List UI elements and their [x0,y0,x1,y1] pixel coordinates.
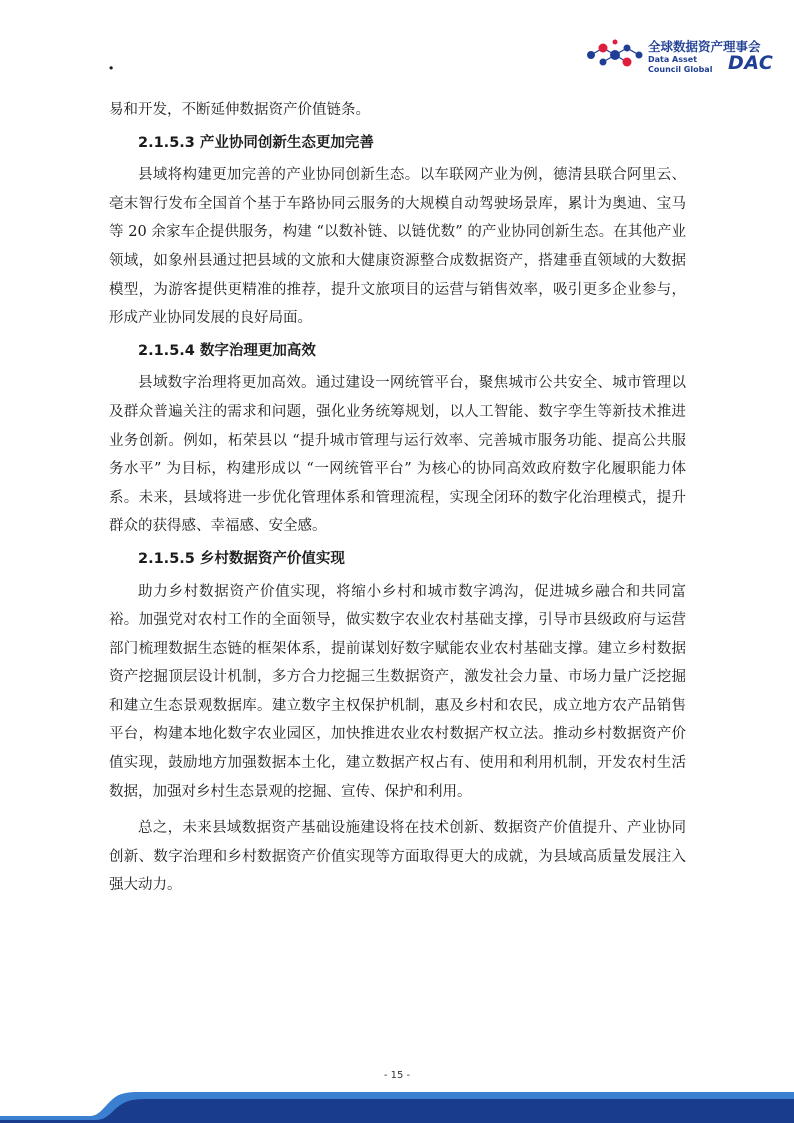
paragraph-digital-governance: 县域数字治理将更加高效。通过建设一网统管平台，聚焦城市公共安全、城市管理以及群众普遍关注的需求和问题，强化业务统筹规划，以人工智能、数字孪生等新技术推进业务创新。例如，柘荣县以 “提升城市管理与运行效率、完善城市服务功能、提高公共服务水平” 为目标，构建形成以 “一网统管平台” 为核心的协同高效政府数字化履职能力体系。未来，县域将进一步优化管理体系和管理流程，实现全闭环的数字化治理模式，提升群众的获得感、幸福感、安全感。 [109,375,686,535]
page-number: - 15 - [383,1070,411,1081]
logo-abbr: DAC [728,52,774,74]
paragraph-rural-data-assets: 助力乡村数据资产价值实现，将缩小乡村和城市数字鸿沟，促进城乡融合和共同富裕。加强党对农村工作的全面领导，做实数字农业农村基础支撑，引导市县级政府与运营部门梳理数据生态链的框架体系，提前谋划好数字赋能农业农村基础支撑。建立乡村数据资产挖掘顶层设计机制，多方合力挖掘三生数据资产，激发社会力量、市场力量广泛挖掘和建立生态景观数据库。建立数字主权保护机制，惠及乡村和农民，成立地方农产品销售平台，构建本地化数字农业园区，加快推进农业农村数据产权立法。推动乡村数据资产价值实现，鼓励地方加强数据本土化，建立数据产权占有、使用和利用机制，开发农村生活数据，加强对乡村生态景观的挖掘、宣传、保护和利用。 [109,583,686,800]
paragraph-continuation: 易和开发，不断延伸数据资产价值链条。 [109,102,370,118]
logo-en-line1: Data Asset [648,55,698,64]
section-heading-2-1-5-5: 2.1.5.5 乡村数据资产价值实现 [138,550,345,567]
paragraph-industry-collaboration: 县域将构建更加完善的产业协同创新生态。以车联网产业为例，德清县联合阿里云、亳末智行发布全国首个基于车路协同云服务的大规模自动驾驶场景库，累计为奥迪、宝马等 20 余家车企提供服务，构建 “以数补链、以链优数” 的产业协同创新生态。在其他产业领域，如象州县通过把县域的文旅和大健康资源整合成数据资产，搭建垂直领域的大数据模型，为游客提供更精准的推荐，提升文旅项目的运营与销售效率，吸引更多企业参与，形成产业协同发展的良好局面。 [109,167,686,327]
paragraph-conclusion: 总之，未来县域数据资产基础设施建设将在技术创新、数据资产价值提升、产业协同创新、数字治理和乡村数据资产价值实现等方面取得更大的成就，为县域高质量发展注入强大动力。 [109,820,686,894]
dac-logo [585,34,785,74]
logo-cn-name: 全球数据资产理事会 [648,39,761,54]
footer-wave-band [0,1080,794,1123]
logo-en-line2: Council Global [648,65,713,74]
dac-logo-mark-icon [585,38,645,72]
document-body [109,96,686,900]
section-heading-2-1-5-3: 2.1.5.3 产业协同创新生态更加完善 [138,134,374,151]
section-heading-2-1-5-4: 2.1.5.4 数字治理更加高效 [138,342,316,359]
header-marker: · [108,58,115,79]
